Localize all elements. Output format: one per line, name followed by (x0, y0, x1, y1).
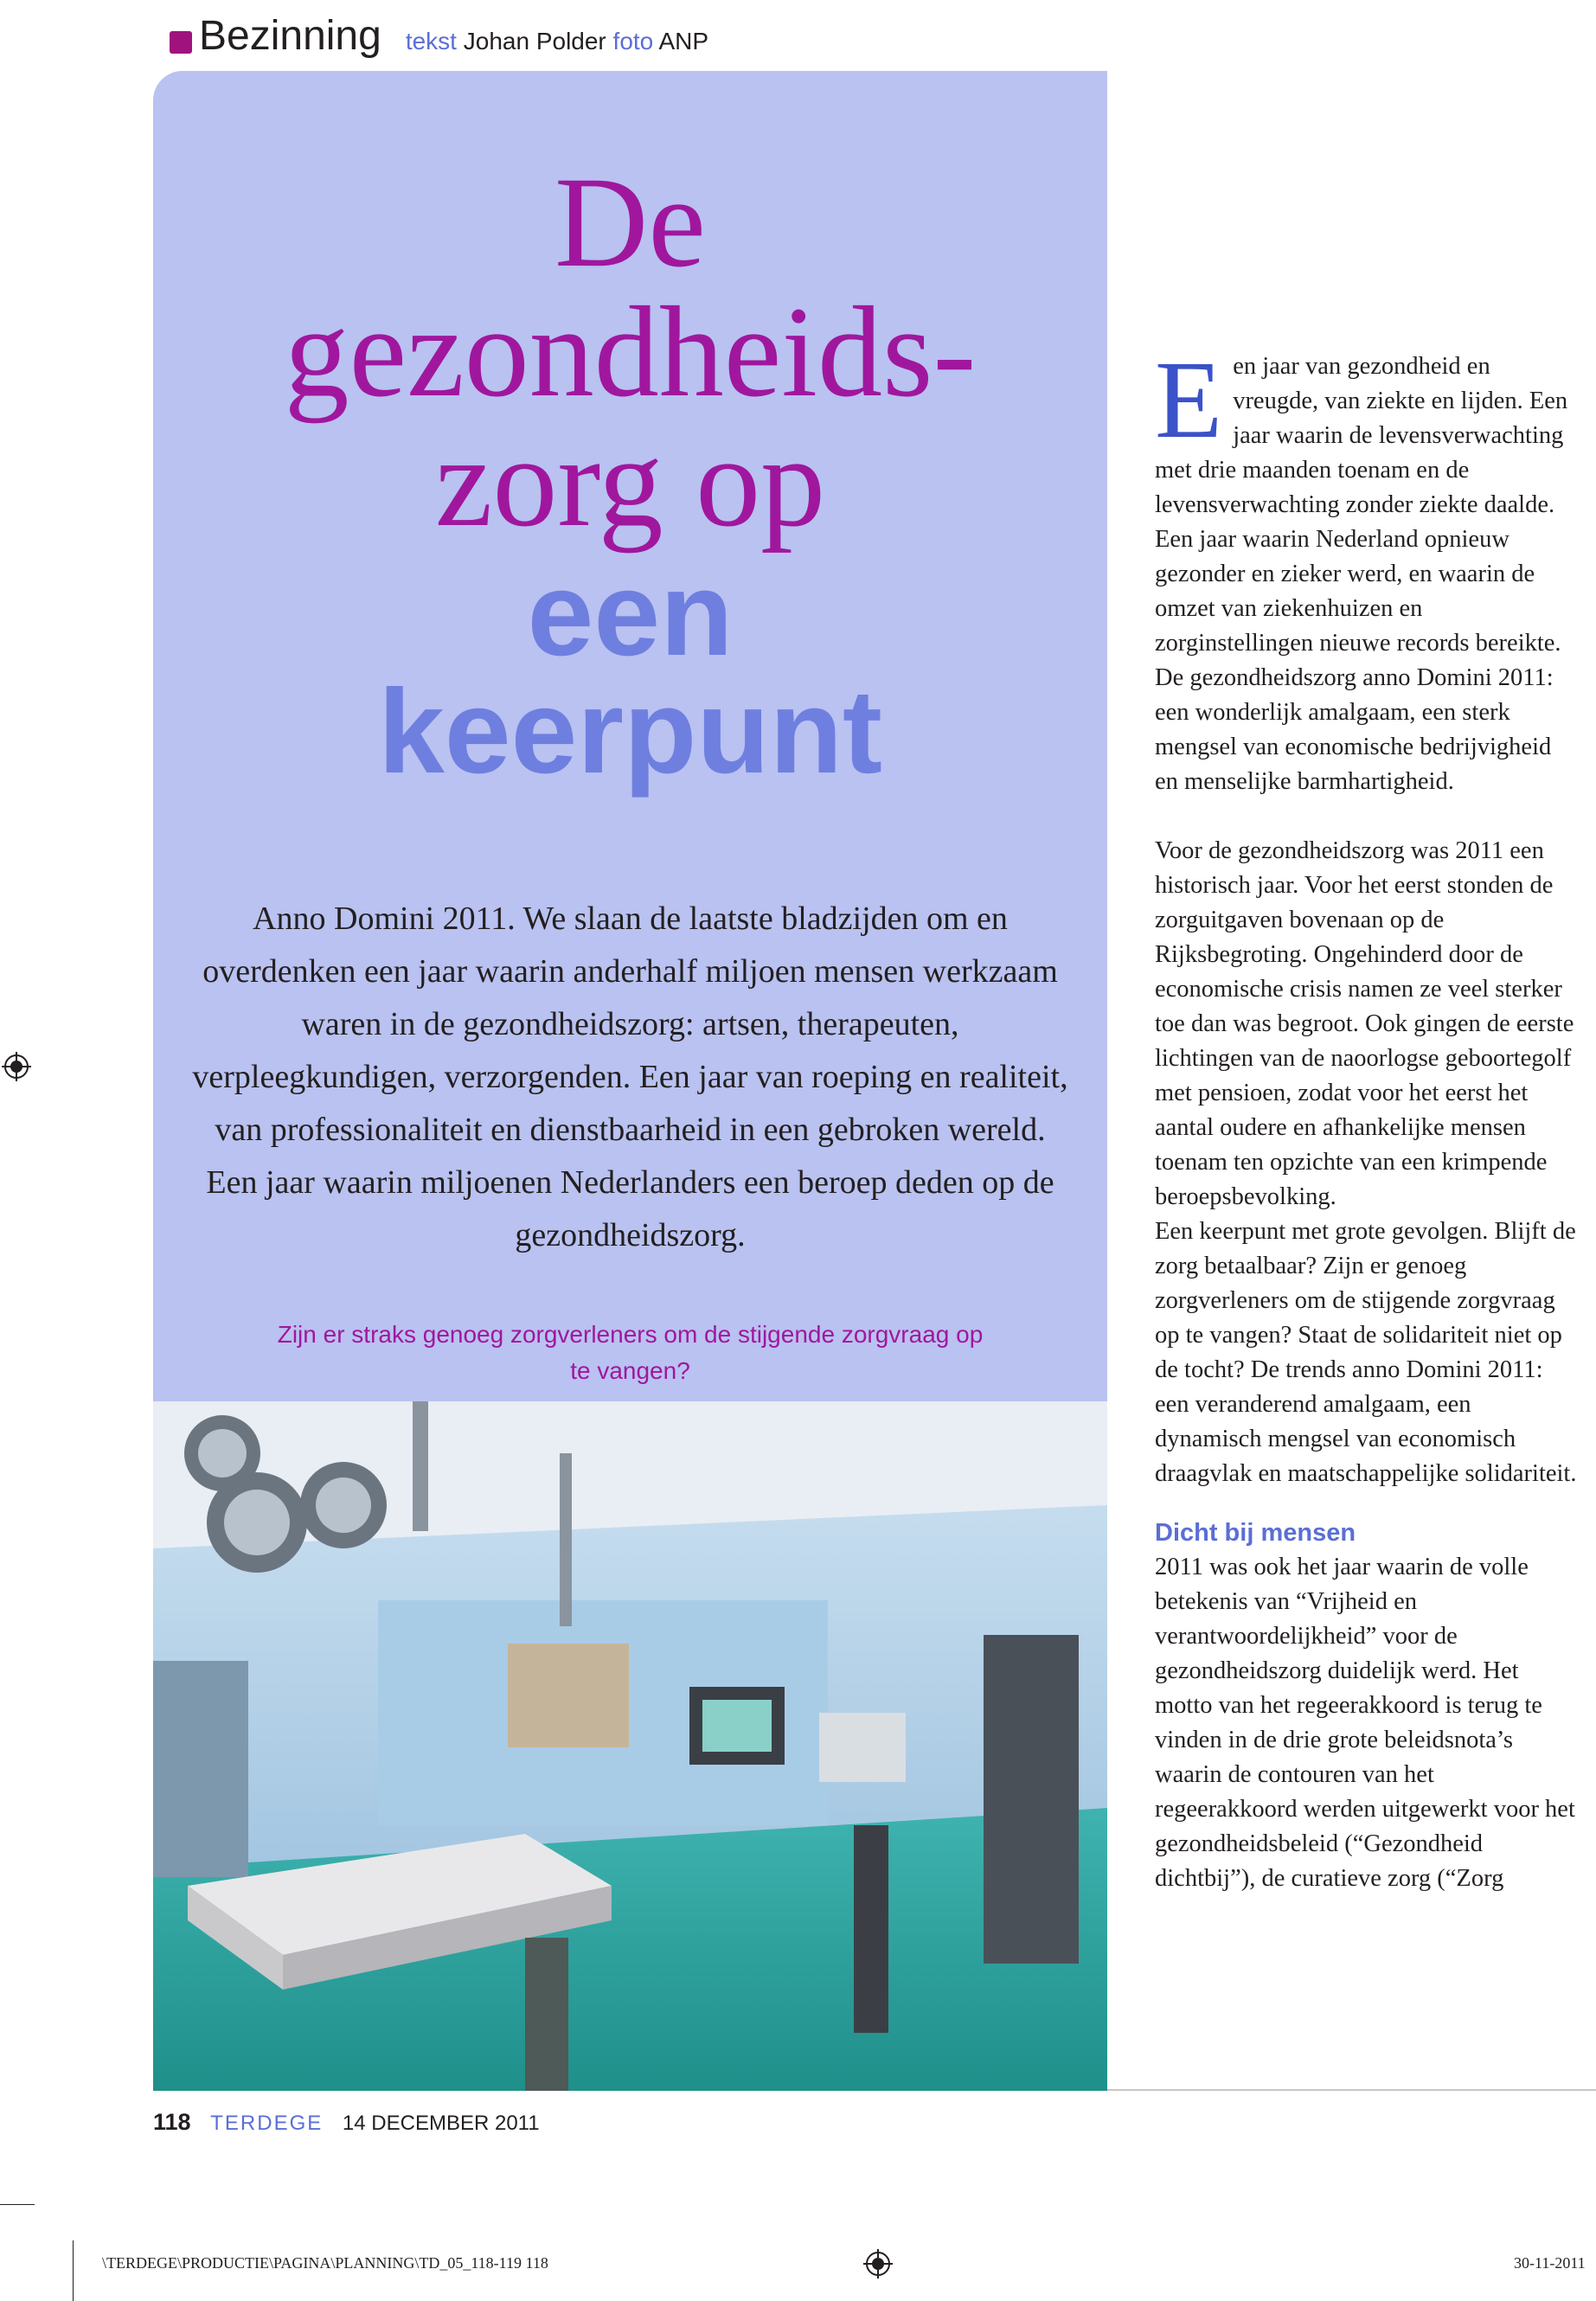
headline-serif (153, 151, 1107, 554)
registration-mark-icon (863, 2249, 893, 2279)
body-paragraph-4: Een keerpunt met grote gevolgen. Blijft de zorg betaalbaar? Zijn er genoeg zorgverleners om de stijgende zorgvraag op te vangen? Staat de solidariteit niet op de tocht? De trends anno Domini 2011: een veranderend amalgaam, een dynamisch mengsel van economisch draagvlak en maatschappelijke solidariteit. (1155, 1218, 1577, 1487)
author-name: Johan Polder (463, 28, 606, 54)
text-label: tekst (405, 28, 457, 54)
headline-line-2: gezondheids- (284, 280, 977, 424)
byline (406, 28, 708, 55)
headline-line-5: keerpunt (378, 665, 882, 798)
body-paragraph-2: De gezondheidszorg anno Domini 2011: een wonderlijk amalgaam, een sterk mengsel van economische bedrijvigheid en menselijke barmhartigheid. (1155, 664, 1554, 795)
body-paragraph-1: Een jaar van gezondheid en vreugde, van ziekte en lijden. Een jaar waarin de levensverwachting met drie maanden toenam en de levensverwachting zonder ziekte daalde. Een jaar waarin Nederland opnieuw gezonder en zieker werd, en waarin de omzet van ziekenhuizen en zorginstellingen nieuwe records bereikte. (1155, 338, 1568, 657)
photo-credit: ANP (658, 28, 709, 54)
headline-line-4: een (527, 548, 734, 681)
photo-caption: Zijn er straks genoeg zorgverleners om de stijgende zorgvraag op te vangen? (277, 1321, 984, 1384)
crop-mark (73, 2240, 74, 2301)
section-marker-square (170, 31, 192, 54)
column-bottom-rule (1107, 2089, 1596, 2091)
production-date: 30-11-2011 (1514, 2254, 1586, 2272)
body-paragraph-5: 2011 was ook het jaar waarin de volle betekenis van “Vrijheid en verantwoordelijkheid” voor de gezondheidszorg duidelijk werd. Het motto van het regeerakkoord is terug te vinden in de drie grote beleidsnota’s waarin de contouren van het regeerakkoord werden uitgewerkt voor het gezondheidsbeleid (“Gezondheid dichtbij”), de curatieve zorg (“Zorg (1155, 1554, 1575, 1892)
intro-paragraph: Anno Domini 2011. We slaan de laatste bladzijden om en overdenken een jaar waarin anderhalf miljoen mensen werkzaam waren in de gezondheidszorg: artsen, therapeuten, verpleegkundigen, verzorgenden. Een jaar van roeping en realiteit, van professionaliteit en dienstbaarheid in een gebroken wereld. Een jaar waarin miljoenen Nederlanders een beroep deden op de gezondheidszorg. (192, 901, 1068, 1253)
registration-mark-icon (2, 1052, 31, 1081)
headline-sans (153, 548, 1107, 798)
title-panel (153, 71, 1107, 1403)
subheading: Dicht bij mensen (1155, 1519, 1356, 1547)
page-number: 118 (153, 2109, 191, 2135)
section-header (199, 12, 708, 73)
headline-line-3: zorg op (434, 410, 826, 554)
headline-line-1: De (554, 151, 706, 294)
crop-mark (0, 2204, 35, 2205)
body-column (1155, 338, 1579, 1896)
photo-label: foto (612, 28, 654, 54)
body-paragraph-3: Voor de gezondheidszorg was 2011 een historisch jaar. Voor het eerst stonden de zorguitgaven bovenaan op de Rijksbegroting. Ongehinderd door de economische crisis namen ze veel sterker toe dan was begroot. Ook gingen de eerste lichtingen van de naoorlogse geboortegolf met pensioen, zodat voor het eerst het aantal oudere en afhankelijke mensen toenam ten opzichte van een krimpende beroepsbevolking. (1155, 837, 1574, 1210)
operating-room-photo (153, 1401, 1107, 2091)
production-slug: \TERDEGE\PRODUCTIE\PAGINA\PLANNING\TD_05_118-119 118 (102, 2254, 548, 2272)
section-name: Bezinning (199, 13, 381, 59)
issue-date: 14 DECEMBER 2011 (342, 2112, 540, 2135)
drop-cap: E (1155, 338, 1223, 461)
magazine-name: TERDEGE (210, 2112, 324, 2135)
page-footer (153, 2109, 540, 2136)
